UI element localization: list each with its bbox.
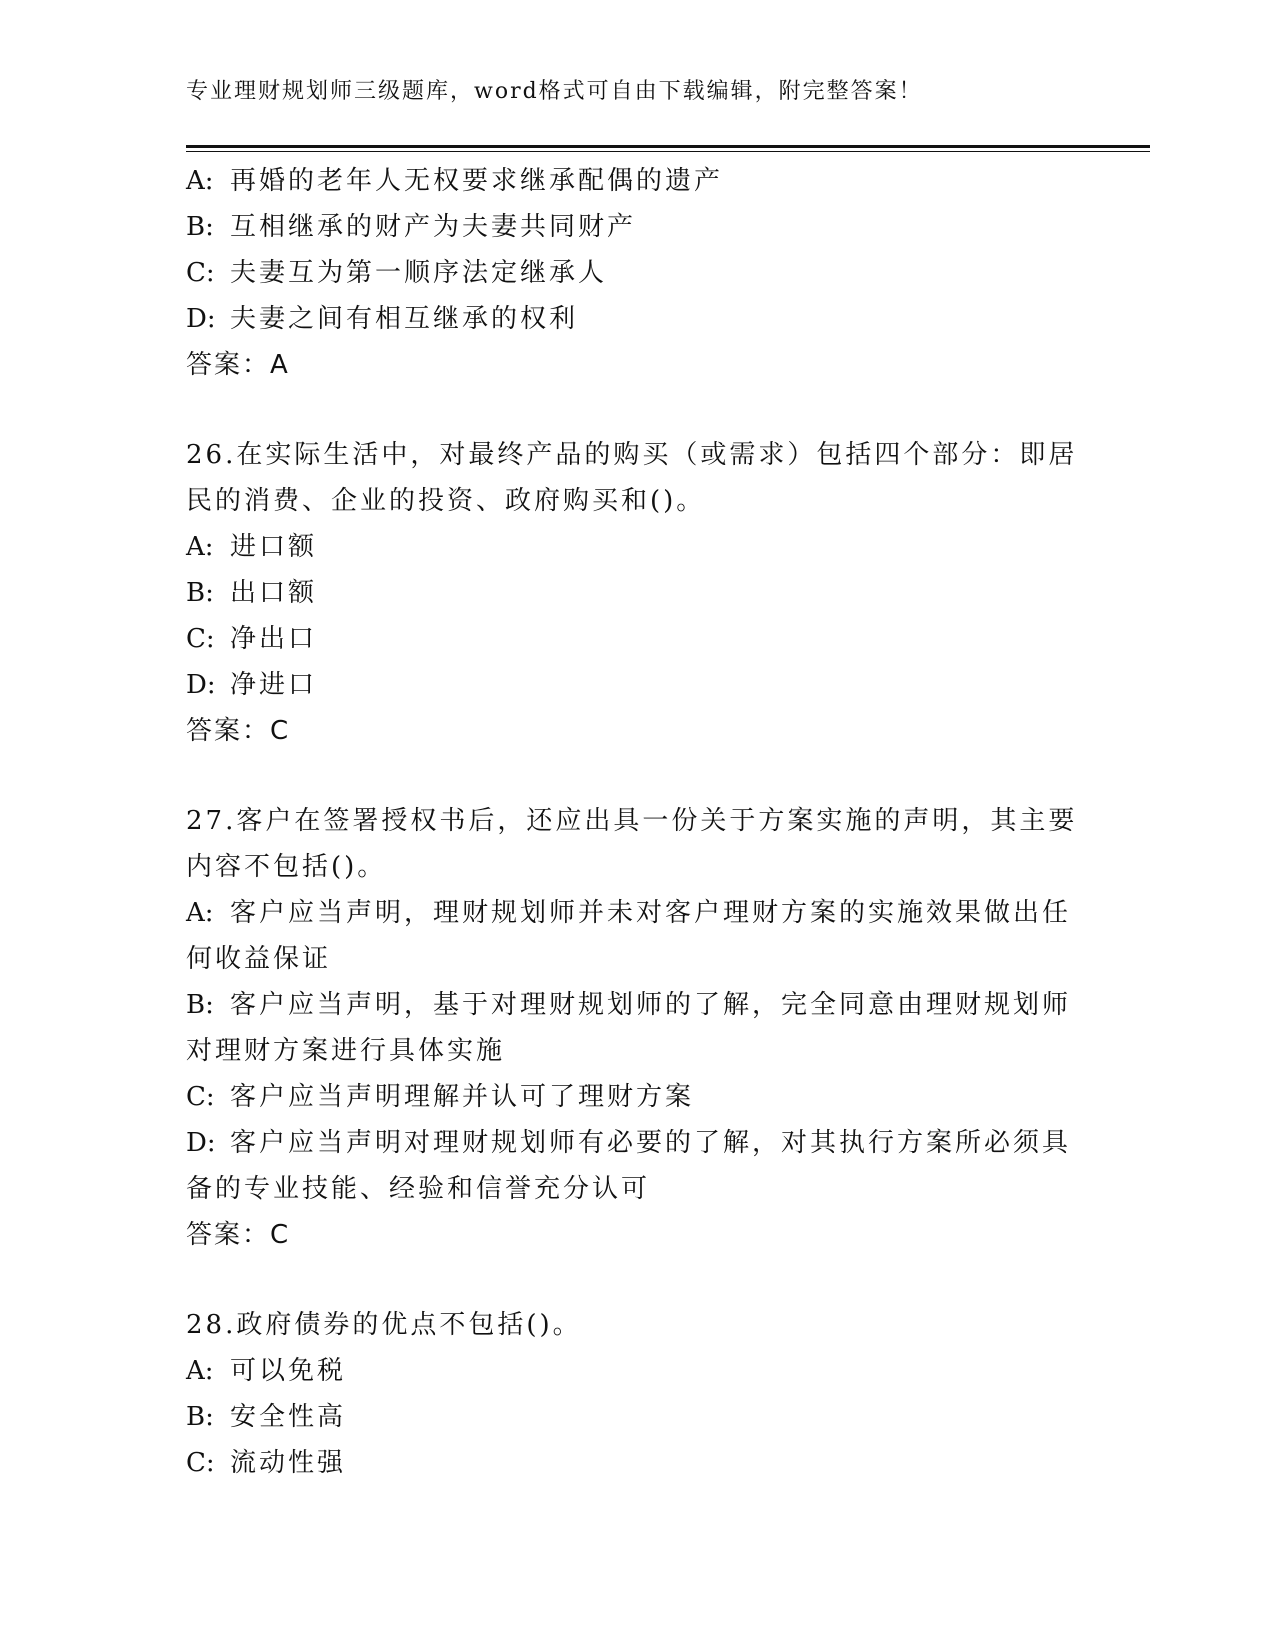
option-c: C: 客户应当声明理解并认可了理财方案 — [186, 1082, 695, 1112]
option-a-continued: 何收益保证 — [186, 944, 332, 974]
question-text: 26.在实际生活中，对最终产品的购买（或需求）包括四个部分：即居 — [186, 440, 1078, 470]
option-d: D: 净进口 — [186, 670, 318, 700]
question-26-block — [186, 432, 1086, 754]
question-25-block — [186, 158, 1086, 388]
option-a: A: 客户应当声明，理财规划师并未对客户理财方案的实施效果做出任 — [186, 898, 1072, 928]
option-b: B: 互相继承的财产为夫妻共同财产 — [186, 212, 637, 242]
option-c: C: 夫妻互为第一顺序法定继承人 — [186, 258, 608, 288]
option-c: C: 净出口 — [186, 624, 318, 654]
option-b: B: 客户应当声明，基于对理财规划师的了解，完全同意由理财规划师 — [186, 990, 1072, 1020]
option-b: B: 出口额 — [186, 578, 318, 608]
header-divider — [186, 145, 1150, 152]
option-a: A: 再婚的老年人无权要求继承配偶的遗产 — [186, 166, 724, 196]
question-text-continued: 内容不包括()。 — [186, 852, 387, 882]
option-b: B: 安全性高 — [186, 1402, 347, 1432]
question-text: 28.政府债券的优点不包括()。 — [186, 1310, 582, 1340]
question-27-block — [186, 798, 1086, 1258]
answer-label: 答案：A — [186, 350, 290, 380]
question-content — [186, 158, 1086, 1486]
answer-label: 答案：C — [186, 1220, 291, 1250]
option-b-continued: 对理财方案进行具体实施 — [186, 1036, 506, 1066]
page-header: 专业理财规划师三级题库，word格式可自由下载编辑，附完整答案！ — [186, 79, 923, 104]
option-a: A: 可以免税 — [186, 1356, 347, 1386]
question-28-block — [186, 1302, 1086, 1486]
question-text: 27.客户在签署授权书后，还应出具一份关于方案实施的声明，其主要 — [186, 806, 1078, 836]
option-c: C: 流动性强 — [186, 1448, 347, 1478]
option-d: D: 夫妻之间有相互继承的权利 — [186, 304, 579, 334]
option-a: A: 进口额 — [186, 532, 318, 562]
option-d-continued: 备的专业技能、经验和信誉充分认可 — [186, 1174, 651, 1204]
answer-label: 答案：C — [186, 716, 291, 746]
question-text-continued: 民的消费、企业的投资、政府购买和()。 — [186, 486, 706, 516]
option-d: D: 客户应当声明对理财规划师有必要的了解，对其执行方案所必须具 — [186, 1128, 1072, 1158]
